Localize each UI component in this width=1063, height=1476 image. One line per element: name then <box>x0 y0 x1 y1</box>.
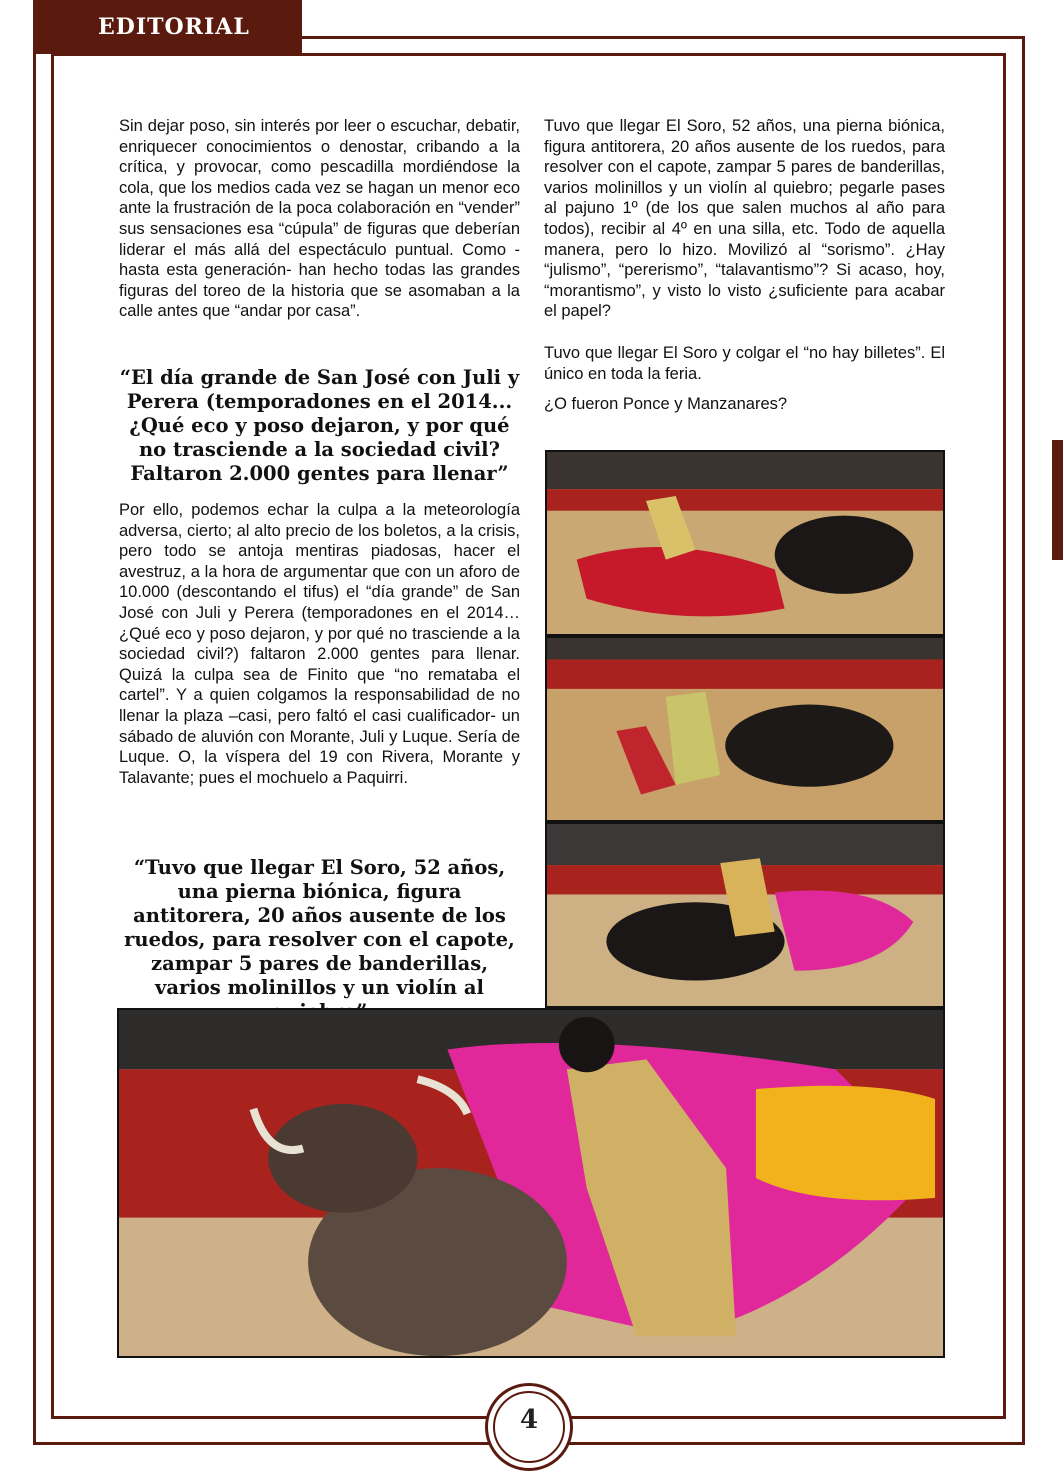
bullfight-photo-main <box>117 1008 945 1358</box>
left-para-1: Sin dejar poso, sin interés por leer o escuchar, debatir, enriquecer conocimientos o denostar, cribando a la crítica, y provocar, como pescadilla mordiéndose la cola, que los medios cada vez se hagan un menor eco ante la frustración de la poca colaboración en “vender” sus sensaciones esa “cúpula” de figuras que deberían liderar el más allá del espectáculo puntual. Como -hasta esta generación- han hecho todas las grandes figuras del toreo de la historia que se asomaban a la calle antes que “andar por casa”. <box>119 117 520 321</box>
right-para-3: ¿O fueron Ponce y Manzanares? <box>544 395 788 414</box>
edge-strip <box>1052 440 1063 560</box>
right-para-2: Tuvo que llegar El Soro y colgar el “no hay billetes”. El único en toda la feria. <box>544 343 945 383</box>
bullfight-photo-2 <box>545 636 945 822</box>
section-title: EDITORIAL <box>98 14 250 40</box>
pull-quote-2: “Tuvo que llegar El Soro, 52 años, una pierna biónica, figura antitorera, 20 años ausente de los ruedos, para resolver con el capote, zampar 5 pares de banderillas, varios molinillos y un violín al <box>124 856 515 999</box>
bullfight-photo-3 <box>545 822 945 1008</box>
right-column <box>544 116 945 415</box>
pull-quote-1: “El día grande de San José con Juli y Perera (temporadones en el 2014... ¿Qué eco y poso dejaron, y por qué no trasciende a la sociedad civil? Faltaron 2.000 gentes para llenar” <box>119 366 520 485</box>
page-number: 4 <box>519 1405 539 1435</box>
left-para-2: Por ello, podemos echar la culpa a la meteorología adversa, cierto; al alto precio de los boletos, a la crisis, pero todo se antoja mentiras piadosas, hacer el avestruz, a la hora de argumentar que con un aforo de 10.000 (descontando el tifus) el “día grande” de San José con Juli y Perera (temporadones en el 2014… ¿Qué eco y poso dejaron, y por qué no trasciende a la sociedad civil?) faltaron 2.000 gentes para llenar. Quizá la culpa sea de Finito que “no remataba el cartel”. Y a quien colgamos la responsabilidad de no llenar la plaza –casi, pero faltó el casi cualificador- un sábado de aluvión con Morante, Juli y Luque. Sería de Luque. O, la víspera del 19 con Rivera, Morante y Talavante; pues el mochuelo a Paquirri. <box>119 501 520 787</box>
page-number-badge <box>485 1383 573 1471</box>
right-para-1: Tuvo que llegar El Soro, 52 años, una pierna biónica, figura antitorera, 20 años ausente de los ruedos, para resolver con el capote, zampar 5 pares de banderillas, varios molinillos y un violín al quiebro; pegarle pases al pajuno 1º (de los que salen muchos al año para todos), recibir al 4º en una silla, etc. Todo de aquella manera, pero lo hizo. Movilizó al “sorismo”. ¿Hay “julismo”, “pererismo”, “talavantismo”? Si acaso, hoy, “morantismo”, y visto lo visto ¿suficiente para acabar el papel? <box>544 117 945 321</box>
bullfight-photo-1 <box>545 450 945 636</box>
